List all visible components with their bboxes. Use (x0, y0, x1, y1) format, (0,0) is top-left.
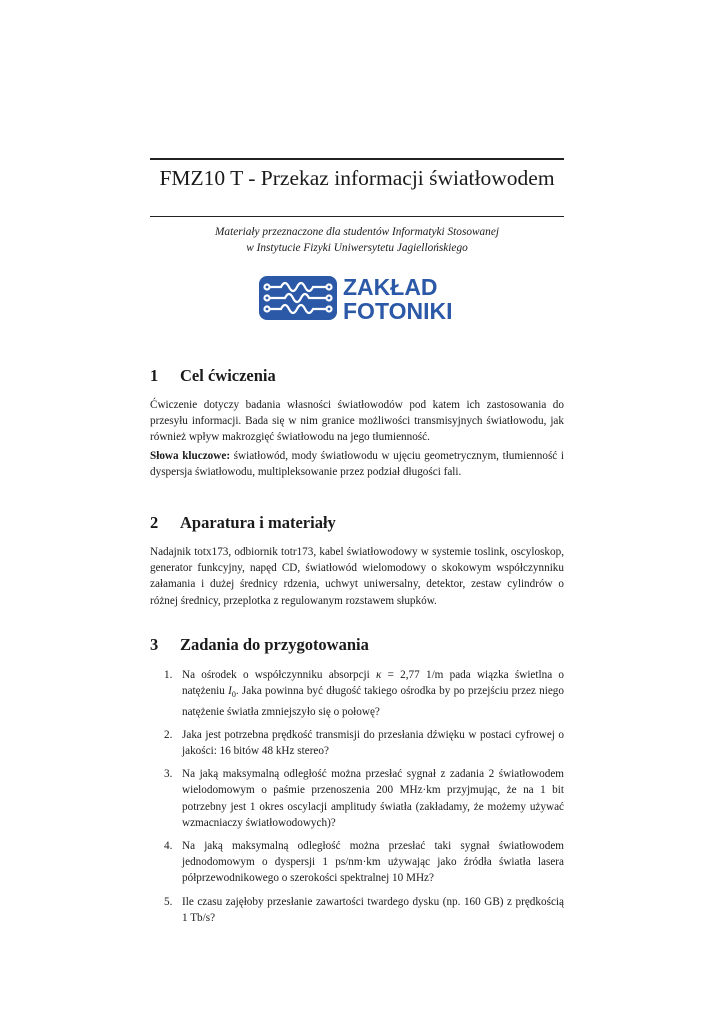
keywords-paragraph (150, 448, 564, 480)
task-text: Na ośrodek o współczynniku absorpcji (182, 669, 376, 681)
section-3-heading (150, 635, 369, 655)
fiber-waves-icon (259, 276, 337, 320)
keywords-label: Słowa kluczowe: (150, 450, 231, 462)
task-text: Jaka jest potrzebna prędkość transmisji do przesłania dźwięku w postaci cyfrowej o jakości: 16 bitów 48 kHz stereo? (182, 728, 564, 758)
keywords-text: światłowód, mody światłowodu w ujęciu geometrycznym, tłumienność i dyspersja światłowodu, multipleksowanie przez podział długości fali. (150, 450, 564, 479)
task-number: 5. (164, 895, 173, 908)
task-text: = 2,77 1/m pada wiązka świetlna o natężeniu (182, 669, 564, 698)
section-title: Aparatura i materiały (180, 513, 336, 532)
task-list (164, 667, 564, 933)
task-item (164, 894, 564, 926)
section-2-paragraph: Nadajnik totx173, odbiornik totr173, kabel światłowodowy w systemie toslink, oscyloskop, generator funkcyjny, napęd CD, światłowód wielomodowy o skokowym współczynniku załamania i dużej średnicy rdzenia, uchwyt uniwersalny, detektor, zestaw cylindrów o różnej średnicy, przeplotka z regulowanym rozstawem słupków. (150, 546, 564, 607)
task-text: Na jaką maksymalną odległość można przesłać sygnał z zadania 2 światłowodem wielodomowym o paśmie przenoszenia 200 MHz·km przyjmując, że na 1 bit potrzebny jest 1 okres oscylacji amplitudy światła (zakładamy, że możemy używać wzmacniaczy światłowodowych)? (182, 768, 564, 829)
task-number: 4. (164, 840, 173, 853)
zaklad-fotoniki-logo (257, 273, 469, 323)
subtitle-line-2: w Instytucie Fizyki Uniwersytetu Jagiellońskiego (246, 241, 468, 254)
task-text: . Jaka powinna być długość takiego ośrodka by po przejściu przez niego natężenie światła zmniejszyło się o połowę? (182, 685, 564, 718)
task-number: 1. (164, 669, 173, 681)
subtitle-line-1: Materiały przeznaczone dla studentów Informatyki Stosowanej (215, 226, 499, 238)
task-number: 3. (164, 768, 173, 781)
section-title: Zadania do przygotowania (180, 635, 369, 654)
logo-line-1: ZAKŁAD (343, 274, 438, 300)
document-subtitle (150, 225, 564, 256)
task-number: 2. (164, 728, 173, 741)
section-1-paragraph: Ćwiczenie dotyczy badania własności światłowodów pod katem ich zastosowania do przesyłu informacji. Bada się w nim granice możliwości transmisyjnych światłowodu, jak również wpływ makrozgięć światłowodu na jego tłumienność. (150, 399, 564, 444)
section-number: 2 (150, 513, 159, 532)
section-number: 3 (150, 635, 159, 654)
section-2-heading (150, 513, 336, 533)
title-top-rule (150, 158, 564, 160)
section-title: Cel ćwiczenia (180, 366, 276, 385)
section-number: 1 (150, 366, 159, 385)
kappa-symbol: κ (376, 669, 382, 681)
title-bottom-rule (150, 216, 564, 217)
section-1-heading (150, 366, 276, 386)
task-item (164, 667, 564, 720)
intensity-subscript: 0 (231, 690, 236, 700)
document-title: FMZ10 T - Przekaz informacji światłowodem (159, 166, 555, 190)
task-item (164, 766, 564, 831)
task-item (164, 838, 564, 887)
task-text: Ile czasu zajęłoby przesłanie zawartości twardego dysku (np. 160 GB) z prędkością 1 Tb/s? (182, 895, 564, 924)
task-item (164, 727, 564, 759)
logo-line-2: FOTONIKI (343, 298, 453, 323)
task-text: Na jaką maksymalną odległość można przesłać taki sygnał światłowodem jednodomowym o dyspersji 1 ps/nm·km używając jako źródła światła lasera półprzewodnikowego o szerokości spektralnej 10 MHz? (182, 840, 564, 885)
intensity-symbol: I (228, 685, 232, 698)
